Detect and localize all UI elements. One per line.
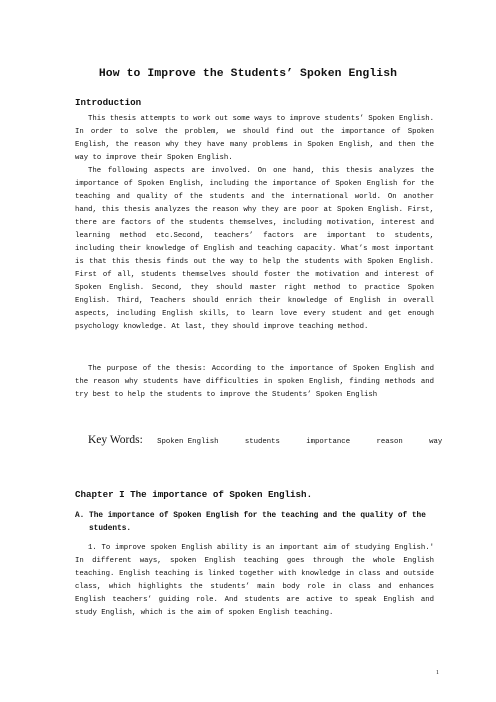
intro-paragraph-3: The purpose of the thesis: According to the importance of Spoken English and the reason why students have difficulties in spoken English, finding methods and try best to help the students to improve the Students’ Spoken English [75, 365, 434, 399]
key-word: way [429, 438, 443, 446]
section-a-heading-line2: students. [89, 525, 132, 533]
document-title: How to Improve the Students’ Spoken English [98, 68, 398, 80]
key-word: Spoken English [157, 438, 219, 446]
page-number: 1 [436, 670, 439, 676]
key-word: students [244, 438, 280, 446]
introduction-heading: Introduction [75, 97, 142, 108]
section-a-heading-line1: A. The importance of Spoken English for the teaching and the quality of the [75, 512, 426, 520]
key-word: reason [376, 438, 403, 446]
key-word: importance [306, 438, 351, 446]
key-words-label: Key Words: [88, 434, 143, 446]
key-words-row [88, 434, 464, 446]
section-a-paragraph: 1. To improve spoken English ability is an important aim of studying English.' In different ways, spoken English teaching goes through the whole English teaching. English teaching is linked together with knowledge in class and outside class, which highlights the students’ main body role in class and enhances English teachers’ guiding role. And students are active to speak English and study English, which is the aim of spoken English teaching. [75, 544, 434, 617]
section-a-heading [75, 510, 437, 536]
chapter-heading: Chapter I The importance of Spoken English. [75, 489, 313, 500]
intro-paragraph-1: This thesis attempts to work out some ways to improve students’ Spoken English. In order to solve the problem, we should find out the importance of Spoken English, the reason why they have many problems in Spoken English, and then the way to improve their Spoken English. [75, 115, 434, 162]
intro-paragraph-2: The following aspects are involved. On one hand, this thesis analyzes the importance of Spoken English, including the importance of Spoken English for the teaching and quality of the students and the international world. On another hand, this thesis analyzes the reason why they are poor at Spoken English. First, there are factors of the students themselves, including motivation, interest and learning method etc.Second, teachers’ factors are important to students, including their knowledge of English and teaching capacity. What’s most important is that this thesis finds out the way to help the students with Spoken English. First of all, students themselves should foster the motivation and interest of Spoken English. Second, they should master right method to practice Spoken English. Third, Teachers should enrich their knowledge of English in overall aspects, including English skills, to learn love every student and get enough psychology knowledge. At last, they should improve teaching method. [75, 167, 434, 331]
